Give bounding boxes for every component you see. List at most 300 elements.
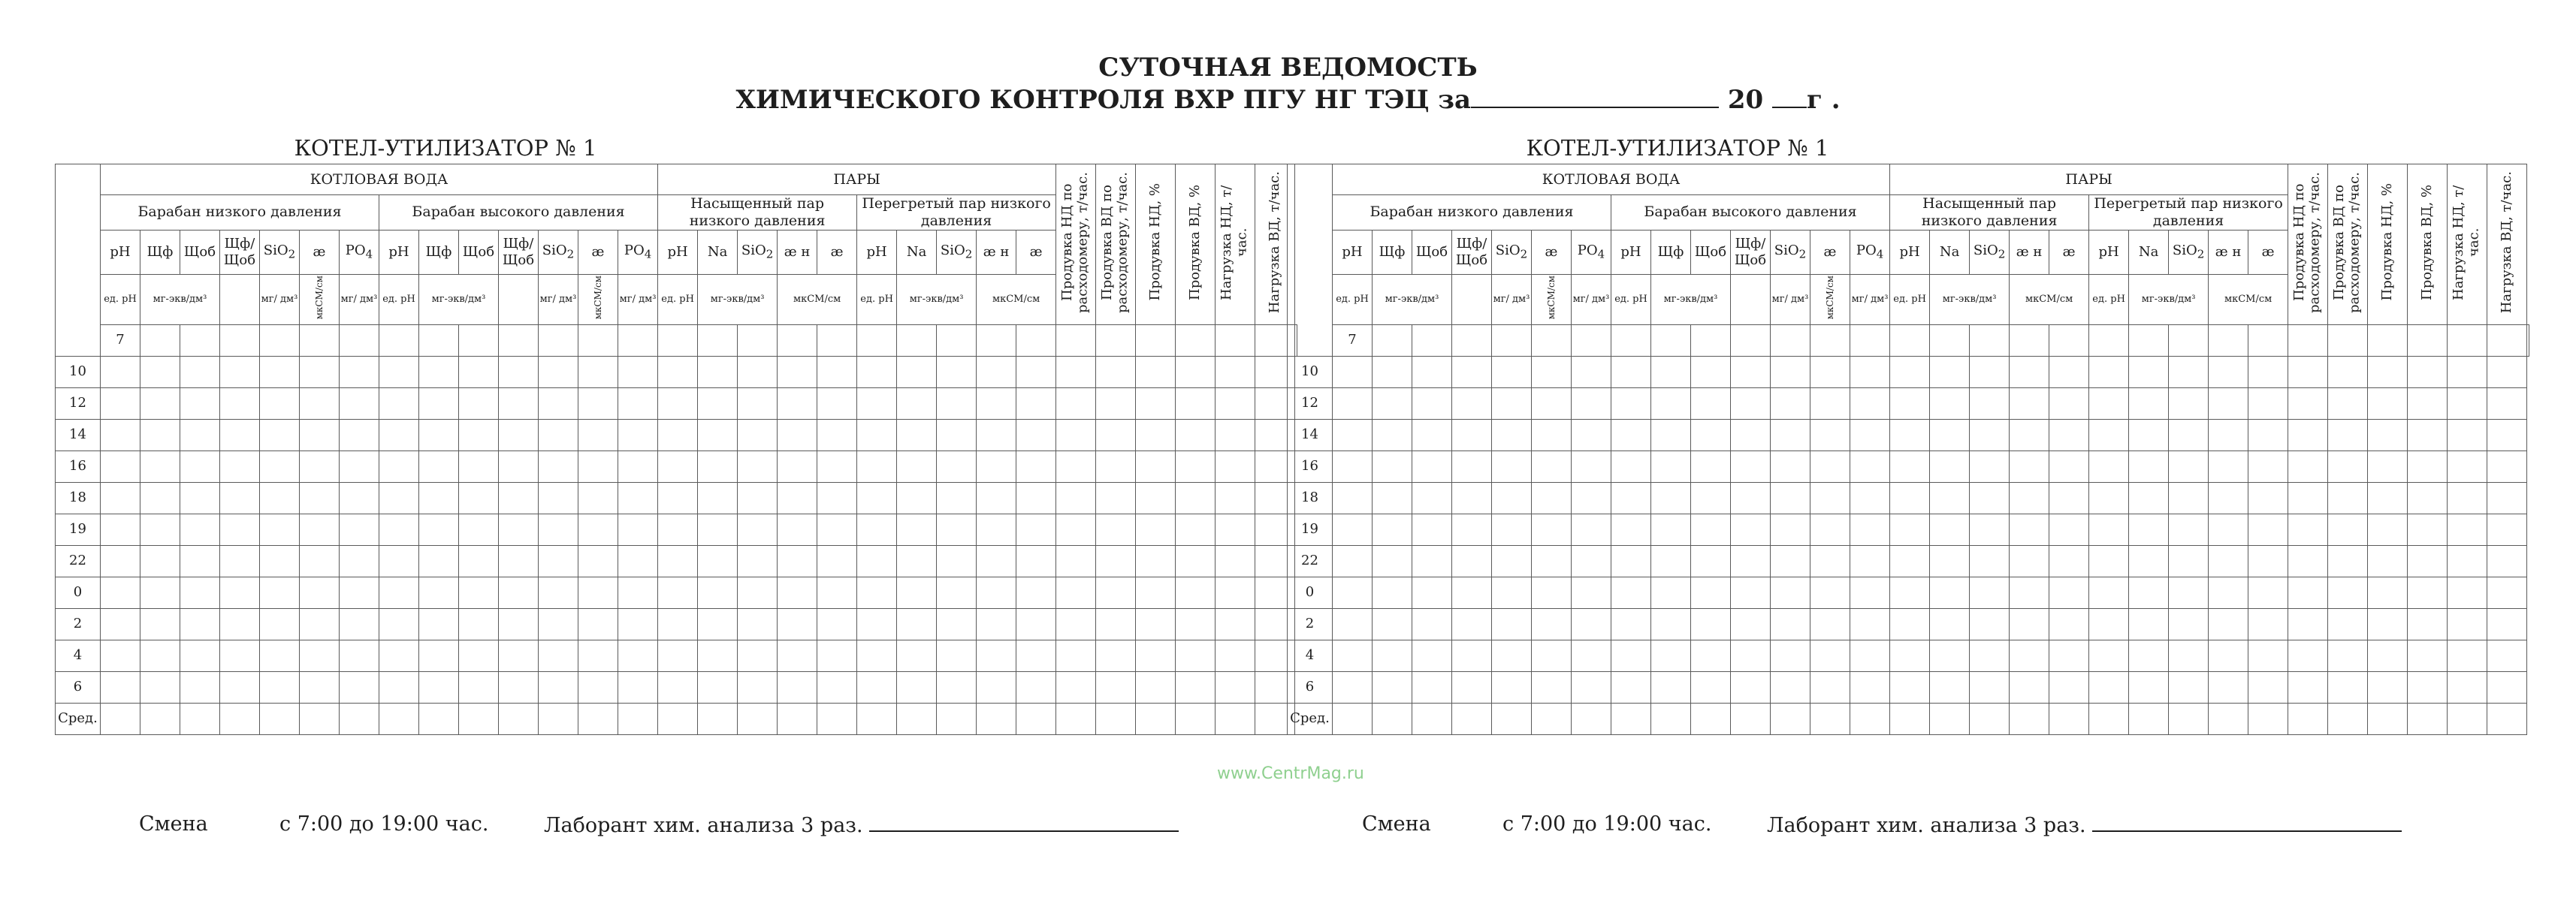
data-cell[interactable]: [2129, 671, 2169, 703]
data-cell[interactable]: [1136, 324, 1176, 356]
data-cell[interactable]: [857, 356, 897, 387]
data-cell[interactable]: [778, 387, 817, 419]
data-cell[interactable]: [300, 324, 340, 356]
data-cell[interactable]: [2010, 671, 2049, 703]
data-cell[interactable]: [2448, 671, 2487, 703]
data-cell[interactable]: [539, 514, 578, 545]
data-cell[interactable]: [817, 671, 857, 703]
data-cell[interactable]: [1572, 514, 1611, 545]
data-cell[interactable]: [1412, 514, 1452, 545]
data-cell[interactable]: [1016, 545, 1056, 577]
data-cell[interactable]: [2209, 419, 2248, 450]
data-cell[interactable]: [260, 419, 300, 450]
data-cell[interactable]: [1731, 419, 1771, 450]
data-cell[interactable]: [1572, 419, 1611, 450]
data-cell[interactable]: [180, 577, 220, 608]
data-cell[interactable]: [1930, 640, 1970, 671]
data-cell[interactable]: [738, 387, 778, 419]
data-cell[interactable]: [698, 640, 738, 671]
data-cell[interactable]: [1611, 545, 1651, 577]
data-cell[interactable]: [1691, 577, 1731, 608]
data-cell[interactable]: [340, 419, 379, 450]
data-cell[interactable]: [2368, 324, 2408, 356]
data-cell[interactable]: [2089, 545, 2129, 577]
data-cell[interactable]: [1333, 419, 1373, 450]
data-cell[interactable]: [1890, 545, 1930, 577]
data-cell[interactable]: [2328, 577, 2368, 608]
data-cell[interactable]: [379, 640, 419, 671]
data-cell[interactable]: [2328, 450, 2368, 482]
data-cell[interactable]: [698, 577, 738, 608]
data-cell[interactable]: [2169, 703, 2209, 734]
data-cell[interactable]: [1016, 356, 1056, 387]
data-cell[interactable]: [101, 703, 140, 734]
data-cell[interactable]: [101, 671, 140, 703]
data-cell[interactable]: [2248, 356, 2288, 387]
data-cell[interactable]: [1850, 450, 1890, 482]
data-cell[interactable]: [379, 703, 419, 734]
data-cell[interactable]: [1930, 387, 1970, 419]
data-cell[interactable]: [1651, 671, 1691, 703]
data-cell[interactable]: [698, 545, 738, 577]
data-cell[interactable]: [618, 703, 658, 734]
data-cell[interactable]: [180, 356, 220, 387]
data-cell[interactable]: [459, 640, 499, 671]
data-cell[interactable]: [379, 671, 419, 703]
data-cell[interactable]: [340, 671, 379, 703]
data-cell[interactable]: [2368, 450, 2408, 482]
data-cell[interactable]: [1810, 671, 1850, 703]
data-cell[interactable]: [1691, 514, 1731, 545]
data-cell[interactable]: [1731, 356, 1771, 387]
data-cell[interactable]: [1691, 482, 1731, 514]
data-cell[interactable]: [1771, 703, 1810, 734]
data-cell[interactable]: [1970, 671, 2010, 703]
data-cell[interactable]: [1771, 514, 1810, 545]
data-cell[interactable]: [2209, 545, 2248, 577]
data-cell[interactable]: [1572, 387, 1611, 419]
data-cell[interactable]: [459, 514, 499, 545]
data-cell[interactable]: [2368, 545, 2408, 577]
data-cell[interactable]: [300, 514, 340, 545]
data-cell[interactable]: [1452, 703, 1492, 734]
data-cell[interactable]: [1771, 324, 1810, 356]
data-cell[interactable]: [1373, 671, 1412, 703]
data-cell[interactable]: [1056, 387, 1096, 419]
data-cell[interactable]: [300, 419, 340, 450]
data-cell[interactable]: [2248, 419, 2288, 450]
data-cell[interactable]: [2010, 356, 2049, 387]
data-cell[interactable]: [2368, 703, 2408, 734]
data-cell[interactable]: [1412, 324, 1452, 356]
data-cell[interactable]: [2248, 482, 2288, 514]
data-cell[interactable]: [1890, 356, 1930, 387]
data-cell[interactable]: [2209, 514, 2248, 545]
data-cell[interactable]: [1016, 703, 1056, 734]
data-cell[interactable]: [1333, 514, 1373, 545]
data-cell[interactable]: [1731, 387, 1771, 419]
data-cell[interactable]: [817, 356, 857, 387]
data-cell[interactable]: [778, 545, 817, 577]
data-cell[interactable]: [658, 324, 698, 356]
data-cell[interactable]: [340, 640, 379, 671]
data-cell[interactable]: [300, 387, 340, 419]
data-cell[interactable]: [618, 419, 658, 450]
data-cell[interactable]: [1611, 703, 1651, 734]
data-cell[interactable]: [180, 608, 220, 640]
data-cell[interactable]: [1611, 450, 1651, 482]
data-cell[interactable]: [1970, 419, 2010, 450]
data-cell[interactable]: [1216, 324, 1255, 356]
data-cell[interactable]: [1452, 324, 1492, 356]
data-cell[interactable]: [1056, 640, 1096, 671]
data-cell[interactable]: [1572, 608, 1611, 640]
data-cell[interactable]: [1532, 671, 1572, 703]
data-cell[interactable]: [1651, 387, 1691, 419]
data-cell[interactable]: [2368, 608, 2408, 640]
data-cell[interactable]: [1136, 450, 1176, 482]
data-cell[interactable]: [857, 324, 897, 356]
data-cell[interactable]: [2288, 450, 2328, 482]
data-cell[interactable]: [140, 324, 180, 356]
data-cell[interactable]: [1373, 387, 1412, 419]
data-cell[interactable]: [1452, 514, 1492, 545]
data-cell[interactable]: [2089, 450, 2129, 482]
data-cell[interactable]: [2209, 450, 2248, 482]
data-cell[interactable]: [1452, 671, 1492, 703]
data-cell[interactable]: [101, 608, 140, 640]
data-cell[interactable]: [2288, 514, 2328, 545]
data-cell[interactable]: [1016, 419, 1056, 450]
data-cell[interactable]: [2209, 577, 2248, 608]
data-cell[interactable]: [2049, 577, 2089, 608]
data-cell[interactable]: [1096, 419, 1136, 450]
data-cell[interactable]: [857, 577, 897, 608]
data-cell[interactable]: [2487, 450, 2527, 482]
data-cell[interactable]: [539, 419, 578, 450]
data-cell[interactable]: [2288, 545, 2328, 577]
data-cell[interactable]: [180, 514, 220, 545]
data-cell[interactable]: [2169, 324, 2209, 356]
data-cell[interactable]: [2408, 356, 2448, 387]
data-cell[interactable]: [1691, 545, 1731, 577]
data-cell[interactable]: [2089, 482, 2129, 514]
data-cell[interactable]: [1611, 514, 1651, 545]
data-cell[interactable]: [140, 356, 180, 387]
data-cell[interactable]: [2408, 514, 2448, 545]
data-cell[interactable]: [140, 419, 180, 450]
data-cell[interactable]: [2010, 324, 2049, 356]
data-cell[interactable]: [260, 703, 300, 734]
data-cell[interactable]: [1452, 482, 1492, 514]
data-cell[interactable]: [340, 577, 379, 608]
data-cell[interactable]: [499, 608, 539, 640]
data-cell[interactable]: [897, 514, 937, 545]
data-cell[interactable]: [1532, 482, 1572, 514]
data-cell[interactable]: [2089, 703, 2129, 734]
data-cell[interactable]: [459, 387, 499, 419]
data-cell[interactable]: [140, 545, 180, 577]
data-cell[interactable]: [698, 514, 738, 545]
data-cell[interactable]: [1572, 482, 1611, 514]
data-cell[interactable]: [897, 577, 937, 608]
data-cell[interactable]: [1056, 419, 1096, 450]
data-cell[interactable]: [1176, 640, 1216, 671]
data-cell[interactable]: [1176, 514, 1216, 545]
data-cell[interactable]: [2328, 671, 2368, 703]
data-cell[interactable]: [1970, 514, 2010, 545]
data-cell[interactable]: [658, 356, 698, 387]
data-cell[interactable]: [1373, 419, 1412, 450]
data-cell[interactable]: [1651, 419, 1691, 450]
data-cell[interactable]: [937, 356, 977, 387]
data-cell[interactable]: [2408, 671, 2448, 703]
data-cell[interactable]: [1970, 640, 2010, 671]
data-cell[interactable]: [1810, 640, 1850, 671]
data-cell[interactable]: [1810, 703, 1850, 734]
data-cell[interactable]: [778, 671, 817, 703]
data-cell[interactable]: [578, 671, 618, 703]
data-cell[interactable]: [1890, 577, 1930, 608]
data-cell[interactable]: [937, 387, 977, 419]
data-cell[interactable]: [2010, 640, 2049, 671]
data-cell[interactable]: [897, 545, 937, 577]
data-cell[interactable]: [1771, 387, 1810, 419]
data-cell[interactable]: [1412, 356, 1452, 387]
data-cell[interactable]: [2129, 514, 2169, 545]
data-cell[interactable]: [618, 577, 658, 608]
data-cell[interactable]: [2448, 545, 2487, 577]
data-cell[interactable]: [937, 324, 977, 356]
data-cell[interactable]: [1373, 608, 1412, 640]
data-cell[interactable]: [1890, 671, 1930, 703]
data-cell[interactable]: [1492, 577, 1532, 608]
data-cell[interactable]: [1176, 324, 1216, 356]
data-cell[interactable]: [2487, 545, 2527, 577]
data-cell[interactable]: [1850, 419, 1890, 450]
data-cell[interactable]: [459, 577, 499, 608]
data-cell[interactable]: [1731, 514, 1771, 545]
data-cell[interactable]: [1532, 419, 1572, 450]
data-cell[interactable]: [2049, 324, 2089, 356]
data-cell[interactable]: [738, 514, 778, 545]
data-cell[interactable]: [1373, 450, 1412, 482]
data-cell[interactable]: [817, 482, 857, 514]
data-cell[interactable]: [2049, 608, 2089, 640]
data-cell[interactable]: [220, 324, 260, 356]
data-cell[interactable]: [1176, 356, 1216, 387]
data-cell[interactable]: [698, 450, 738, 482]
data-cell[interactable]: [2487, 387, 2527, 419]
data-cell[interactable]: [1096, 514, 1136, 545]
data-cell[interactable]: [1611, 419, 1651, 450]
data-cell[interactable]: [1691, 640, 1731, 671]
data-cell[interactable]: [2248, 514, 2288, 545]
data-cell[interactable]: [1373, 324, 1412, 356]
data-cell[interactable]: [1810, 608, 1850, 640]
data-cell[interactable]: [1492, 387, 1532, 419]
data-cell[interactable]: [857, 703, 897, 734]
data-cell[interactable]: [1096, 324, 1136, 356]
data-cell[interactable]: [1176, 545, 1216, 577]
data-cell[interactable]: [379, 450, 419, 482]
data-cell[interactable]: [2049, 514, 2089, 545]
data-cell[interactable]: [897, 356, 937, 387]
data-cell[interactable]: [658, 703, 698, 734]
data-cell[interactable]: [499, 545, 539, 577]
data-cell[interactable]: [1771, 608, 1810, 640]
data-cell[interactable]: [738, 608, 778, 640]
data-cell[interactable]: [1930, 671, 1970, 703]
data-cell[interactable]: [738, 482, 778, 514]
data-cell[interactable]: [578, 577, 618, 608]
data-cell[interactable]: [140, 608, 180, 640]
data-cell[interactable]: [2288, 387, 2328, 419]
data-cell[interactable]: [738, 356, 778, 387]
data-cell[interactable]: [817, 545, 857, 577]
data-cell[interactable]: [1373, 482, 1412, 514]
data-cell[interactable]: [1850, 482, 1890, 514]
data-cell[interactable]: [618, 324, 658, 356]
data-cell[interactable]: [2408, 324, 2448, 356]
data-cell[interactable]: [1691, 324, 1731, 356]
data-cell[interactable]: [180, 450, 220, 482]
data-cell[interactable]: [2010, 545, 2049, 577]
data-cell[interactable]: [1810, 419, 1850, 450]
data-cell[interactable]: [2328, 545, 2368, 577]
data-cell[interactable]: [499, 703, 539, 734]
data-cell[interactable]: [778, 482, 817, 514]
data-cell[interactable]: [1412, 640, 1452, 671]
data-cell[interactable]: [937, 577, 977, 608]
data-cell[interactable]: [1651, 450, 1691, 482]
data-cell[interactable]: [300, 703, 340, 734]
data-cell[interactable]: [300, 577, 340, 608]
data-cell[interactable]: [539, 450, 578, 482]
data-cell[interactable]: [2288, 356, 2328, 387]
data-cell[interactable]: [2328, 703, 2368, 734]
data-cell[interactable]: [1651, 482, 1691, 514]
data-cell[interactable]: [419, 450, 459, 482]
data-cell[interactable]: [1651, 514, 1691, 545]
data-cell[interactable]: [2448, 703, 2487, 734]
data-cell[interactable]: [1492, 324, 1532, 356]
data-cell[interactable]: [1850, 514, 1890, 545]
data-cell[interactable]: [937, 419, 977, 450]
data-cell[interactable]: [1452, 450, 1492, 482]
data-cell[interactable]: [2248, 545, 2288, 577]
data-cell[interactable]: [180, 545, 220, 577]
data-cell[interactable]: [180, 671, 220, 703]
data-cell[interactable]: [578, 608, 618, 640]
data-cell[interactable]: [1216, 608, 1255, 640]
data-cell[interactable]: [1333, 545, 1373, 577]
data-cell[interactable]: [1333, 608, 1373, 640]
data-cell[interactable]: [1890, 387, 1930, 419]
data-cell[interactable]: [2527, 324, 2529, 356]
data-cell[interactable]: [897, 482, 937, 514]
data-cell[interactable]: [2408, 482, 2448, 514]
data-cell[interactable]: [1452, 545, 1492, 577]
laborant-signature-line[interactable]: [869, 812, 1179, 832]
data-cell[interactable]: [260, 671, 300, 703]
data-cell[interactable]: [897, 703, 937, 734]
data-cell[interactable]: [180, 640, 220, 671]
data-cell[interactable]: [2487, 703, 2527, 734]
data-cell[interactable]: [379, 514, 419, 545]
data-cell[interactable]: [1970, 324, 2010, 356]
data-cell[interactable]: [1216, 671, 1255, 703]
data-cell[interactable]: [1572, 324, 1611, 356]
data-cell[interactable]: [1373, 356, 1412, 387]
data-cell[interactable]: [1096, 608, 1136, 640]
data-cell[interactable]: [817, 703, 857, 734]
data-cell[interactable]: [2368, 640, 2408, 671]
data-cell[interactable]: [578, 514, 618, 545]
data-cell[interactable]: [2049, 640, 2089, 671]
data-cell[interactable]: [419, 608, 459, 640]
data-cell[interactable]: [1492, 356, 1532, 387]
data-cell[interactable]: [260, 640, 300, 671]
data-cell[interactable]: [897, 640, 937, 671]
data-cell[interactable]: [260, 514, 300, 545]
data-cell[interactable]: [340, 545, 379, 577]
data-cell[interactable]: [1056, 608, 1096, 640]
data-cell[interactable]: [2408, 450, 2448, 482]
data-cell[interactable]: [1333, 356, 1373, 387]
data-cell[interactable]: [2408, 577, 2448, 608]
data-cell[interactable]: [2328, 419, 2368, 450]
data-cell[interactable]: [2209, 640, 2248, 671]
data-cell[interactable]: [539, 387, 578, 419]
data-cell[interactable]: [1136, 419, 1176, 450]
data-cell[interactable]: [2169, 640, 2209, 671]
data-cell[interactable]: [1532, 324, 1572, 356]
data-cell[interactable]: [140, 482, 180, 514]
data-cell[interactable]: [459, 356, 499, 387]
data-cell[interactable]: [2288, 482, 2328, 514]
data-cell[interactable]: [2487, 419, 2527, 450]
data-cell[interactable]: [379, 419, 419, 450]
data-cell[interactable]: [1056, 450, 1096, 482]
data-cell[interactable]: [2408, 703, 2448, 734]
data-cell[interactable]: [2408, 419, 2448, 450]
data-cell[interactable]: [220, 482, 260, 514]
data-cell[interactable]: [1333, 450, 1373, 482]
data-cell[interactable]: [300, 545, 340, 577]
data-cell[interactable]: [1096, 545, 1136, 577]
data-cell[interactable]: [1492, 545, 1532, 577]
data-cell[interactable]: [379, 387, 419, 419]
data-cell[interactable]: [140, 387, 180, 419]
data-cell[interactable]: [419, 577, 459, 608]
data-cell[interactable]: [2408, 545, 2448, 577]
data-cell[interactable]: [140, 640, 180, 671]
data-cell[interactable]: [1651, 356, 1691, 387]
data-cell[interactable]: [539, 482, 578, 514]
data-cell[interactable]: [2448, 514, 2487, 545]
data-cell[interactable]: [379, 608, 419, 640]
data-cell[interactable]: [1810, 324, 1850, 356]
data-cell[interactable]: [101, 419, 140, 450]
data-cell[interactable]: [1850, 356, 1890, 387]
data-cell[interactable]: [1056, 356, 1096, 387]
data-cell[interactable]: [220, 671, 260, 703]
laborant-signature-line[interactable]: [2092, 812, 2402, 832]
data-cell[interactable]: [2328, 324, 2368, 356]
data-cell[interactable]: [2448, 640, 2487, 671]
data-cell[interactable]: [857, 450, 897, 482]
